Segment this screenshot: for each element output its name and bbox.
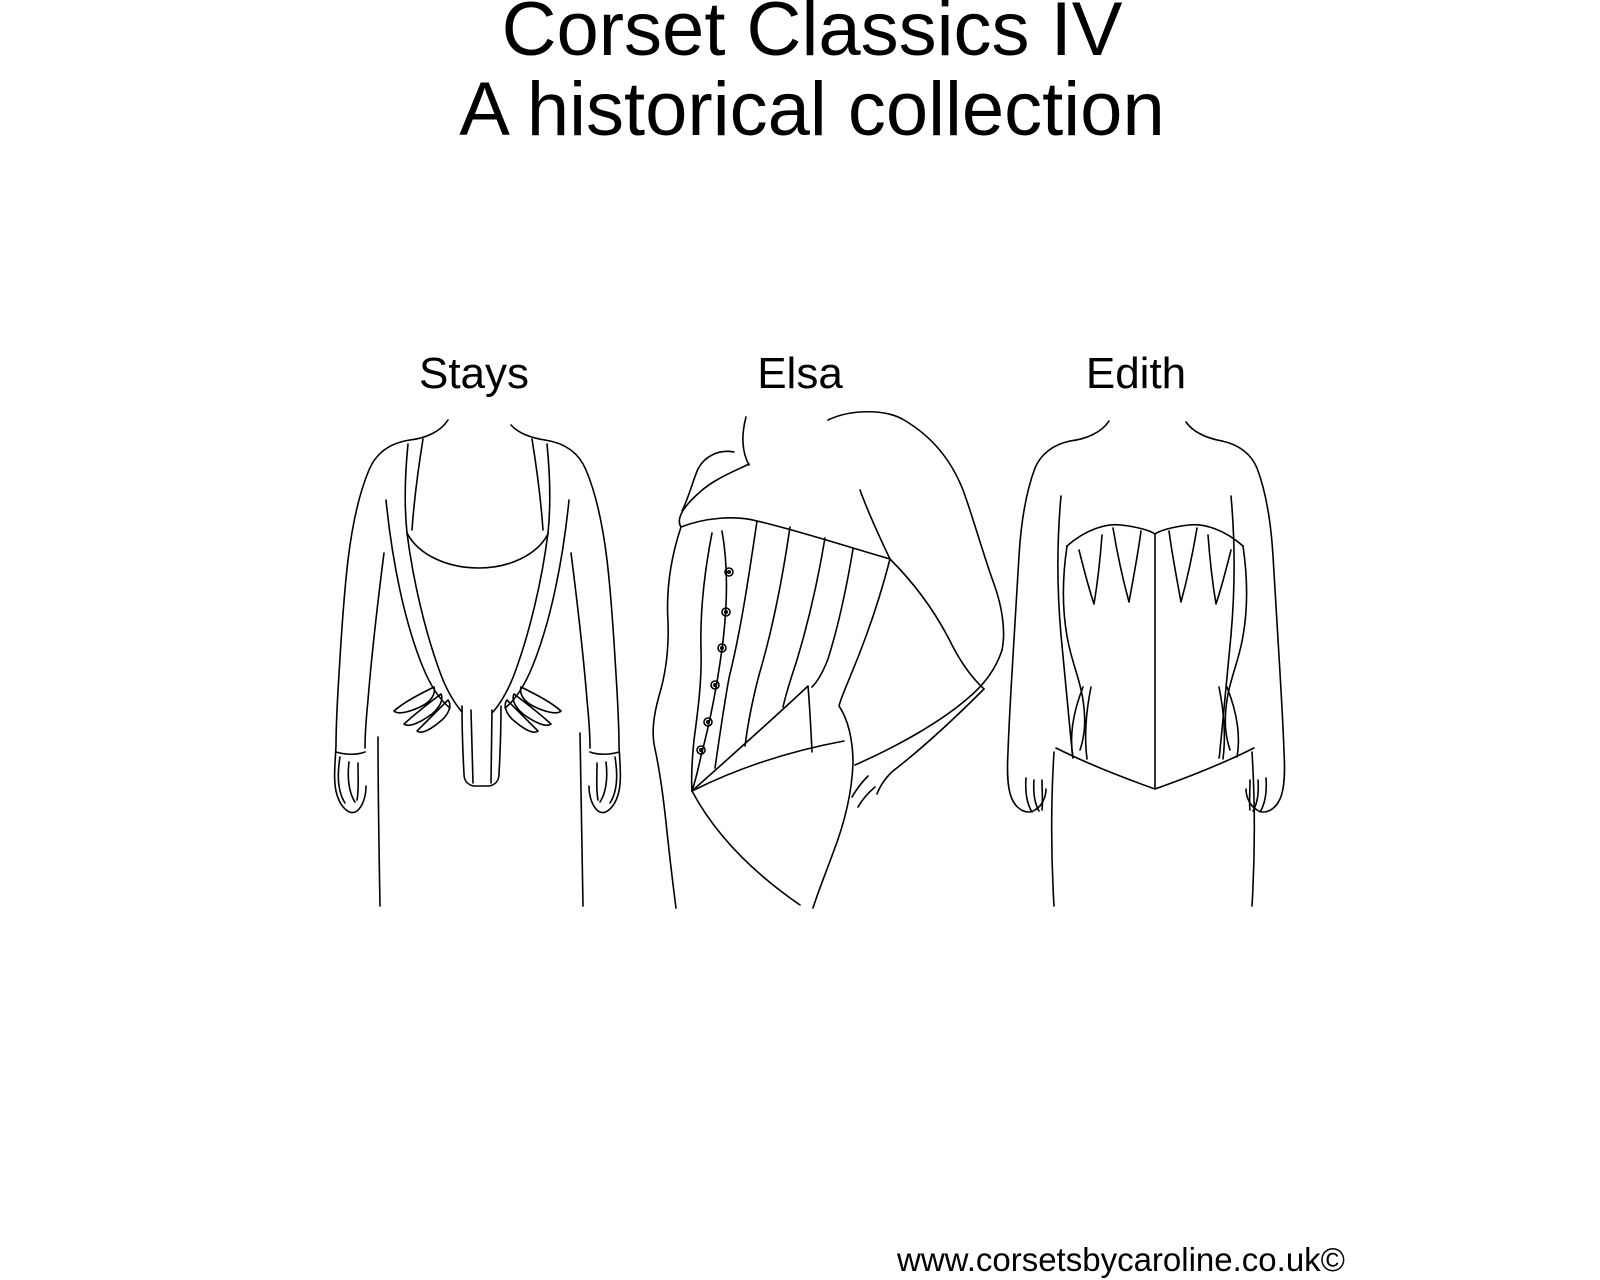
edith-dart-right-2 (1208, 535, 1231, 604)
elsa-seam-4 (812, 549, 853, 687)
edith-dart-left-1 (1079, 535, 1102, 604)
stays-skirt-right (580, 733, 583, 906)
edith-arm-right-inner (1219, 496, 1234, 758)
page-title-line2: A historical collection (459, 67, 1165, 152)
edith-dart-right-1 (1169, 528, 1197, 602)
elsa-back-and-hip (813, 559, 890, 908)
stays-arm-right-outer (545, 440, 620, 813)
edith-dart-left-2 (1113, 528, 1141, 602)
elsa-upper-arm-outer (828, 412, 1004, 650)
figure-label-elsa: Elsa (757, 349, 843, 398)
stays-neck-left (410, 420, 448, 440)
stays-strap-left (405, 439, 423, 533)
stays-hand-right (590, 752, 619, 803)
stays-hand-left (336, 752, 365, 803)
elsa-seam-3 (783, 538, 825, 707)
edith-neck-left (1070, 421, 1109, 441)
website-url: www.corsetsbycaroline.co.uk© (897, 1241, 1345, 1278)
elsa-inner-thigh (692, 791, 800, 905)
elsa-armpit (860, 490, 890, 559)
stays-neck-right (511, 425, 545, 440)
edith-skirt-right (1252, 752, 1254, 906)
elsa-inner-arm (890, 559, 984, 689)
elsa-busk-hook-dot (714, 684, 716, 686)
page-title-line1: Corset Classics IV (501, 0, 1123, 72)
stays-waist-tabs-right (505, 687, 561, 732)
elsa-busk-hook (711, 681, 719, 689)
stays-front-edge-left (407, 533, 462, 712)
stays-side-edge-right (505, 500, 569, 708)
stays-bust-curve (407, 533, 548, 568)
elsa-forearm-inner (877, 689, 984, 794)
edith-neck-right (1186, 422, 1222, 441)
elsa-busk-hook (697, 746, 705, 754)
figure-label-stays: Stays (418, 349, 530, 398)
elsa-busk-hook-dot (728, 571, 730, 573)
elsa-busk-hook-dot (700, 749, 702, 751)
figure-label-edith: Edith (1085, 349, 1187, 398)
stays-side-edge-left (386, 500, 450, 708)
stays-illustration (335, 420, 621, 906)
edith-illustration (1007, 421, 1284, 906)
stays-skirt-left (378, 737, 380, 906)
elsa-illustration (653, 412, 1003, 908)
elsa-busk-hook-dot (707, 721, 709, 723)
stays-arm-right-inner (571, 553, 590, 748)
stays-busk-tab (462, 706, 501, 786)
stays-arm-left-inner (365, 553, 384, 748)
elsa-neck (743, 417, 749, 465)
edith-skirt-left (1052, 752, 1054, 906)
stays-arm-left-outer (335, 440, 410, 813)
stays-strap-right (532, 439, 550, 533)
stays-front-edge-right (493, 533, 548, 712)
elsa-forearm-outer (855, 650, 1002, 765)
stays-waist-tabs-left (394, 687, 450, 732)
elsa-body-front (653, 527, 681, 908)
elsa-hand (852, 776, 875, 807)
